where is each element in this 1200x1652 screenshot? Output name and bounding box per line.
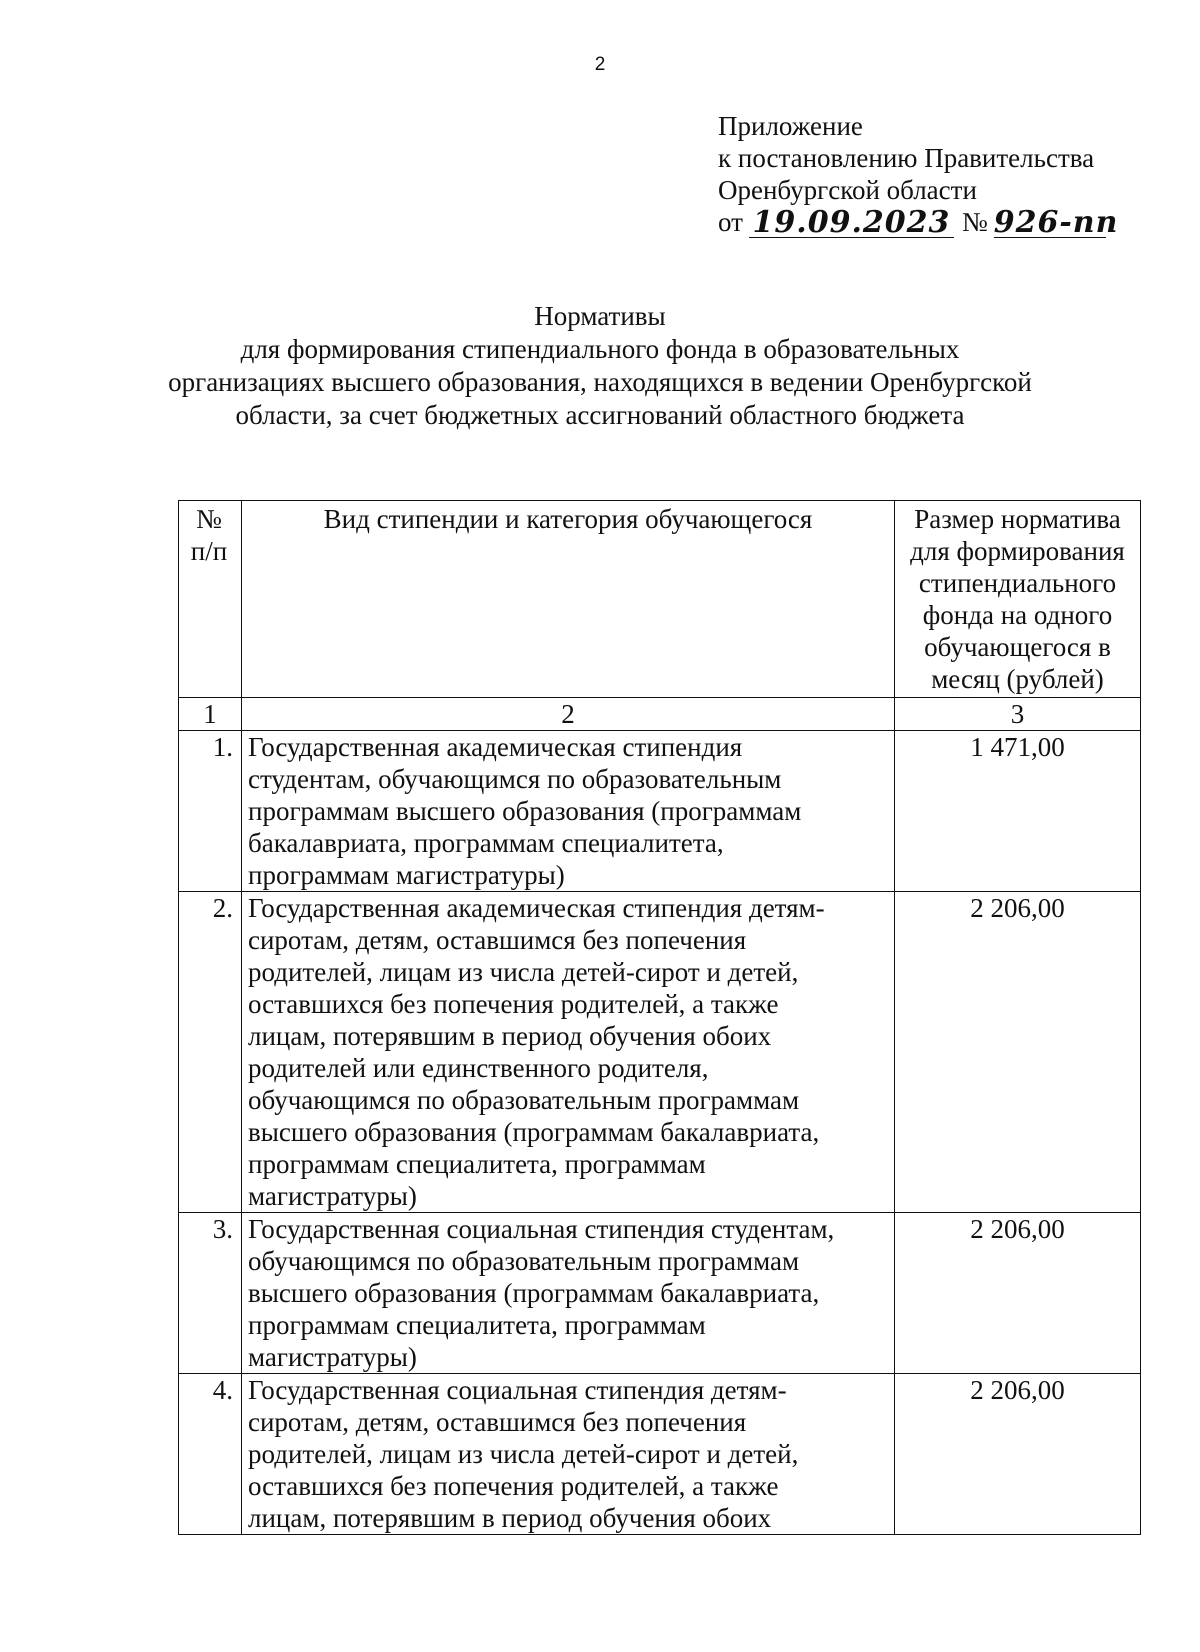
- appendix-block: [718, 110, 1119, 240]
- title-heading: Нормативы: [534, 301, 666, 331]
- title-line-1: для формирования стипендиального фонда в образовательных: [240, 334, 960, 364]
- table-header-row: [179, 501, 1141, 698]
- row-description: Государственная академическая стипендия детям- сиротам, детям, оставшимся без попечения родителей, лицам из числа детей-сирот и детей, оставшихся без попечения родителей, а также лицам, потерявшим в период обучения обоих родителей или единственного родителя, обучающимся по образовательным программам высшего образования (программам бакалавриата, программам специалитета, программам магистратуры): [242, 892, 895, 1213]
- row-number: 2.: [179, 892, 242, 1213]
- table-row: [179, 731, 1141, 892]
- row-amount: 2 206,00: [895, 1213, 1141, 1374]
- row-description: Государственная социальная стипендия студентам, обучающимся по образовательным программам высшего образования (программам бакалавриата, программам специалитета, программам магистратуры): [242, 1213, 895, 1374]
- row-amount: 1 471,00: [895, 731, 1141, 892]
- page-number: 2: [594, 54, 606, 75]
- appendix-resolution-line: к постановлению Правительства: [718, 143, 1095, 173]
- header-col-number: № п/п: [179, 501, 242, 698]
- column-number: 3: [895, 698, 1141, 731]
- column-number: 1: [179, 698, 242, 731]
- appendix-date-number-line: [718, 205, 1119, 240]
- row-description: Государственная академическая стипендия студентам, обучающимся по образовательным программам высшего образования (программам бакалавриата, программам специалитета, программам магистратуры): [242, 731, 895, 892]
- row-description: Государственная социальная стипендия детям- сиротам, детям, оставшимся без попечения родителей, лицам из числа детей-сирот и детей, оставшихся без попечения родителей, а также лицам, потерявшим в период обучения обоих: [242, 1374, 895, 1535]
- table-row: [179, 1213, 1141, 1374]
- table-row: [179, 892, 1141, 1213]
- header-col-type: Вид стипендии и категория обучающегося: [242, 501, 895, 698]
- row-amount: 2 206,00: [895, 892, 1141, 1213]
- date-prefix: от: [718, 207, 743, 237]
- handwritten-number: 926-пп: [993, 205, 1119, 240]
- column-number: 2: [242, 698, 895, 731]
- appendix-region-line: Оренбургской области: [718, 175, 977, 205]
- row-amount: 2 206,00: [895, 1374, 1141, 1535]
- number-sign: №: [961, 207, 988, 237]
- handwritten-date: 19.09.2023: [749, 209, 954, 238]
- row-number: 4.: [179, 1374, 242, 1535]
- row-number: 1.: [179, 731, 242, 892]
- row-number: 3.: [179, 1213, 242, 1374]
- appendix-title: Приложение: [718, 111, 863, 141]
- document-title: [0, 300, 1200, 432]
- norms-table: [178, 500, 1141, 1535]
- title-line-2: организациях высшего образования, находящихся в ведении Оренбургской: [168, 367, 1032, 397]
- table-row: [179, 1374, 1141, 1535]
- table-column-numbers-row: [179, 698, 1141, 731]
- title-line-3: области, за счет бюджетных ассигнований областного бюджета: [235, 400, 965, 430]
- header-col-amount: Размер норматива для формирования стипендиального фонда на одного обучающегося в месяц (рублей): [895, 501, 1141, 698]
